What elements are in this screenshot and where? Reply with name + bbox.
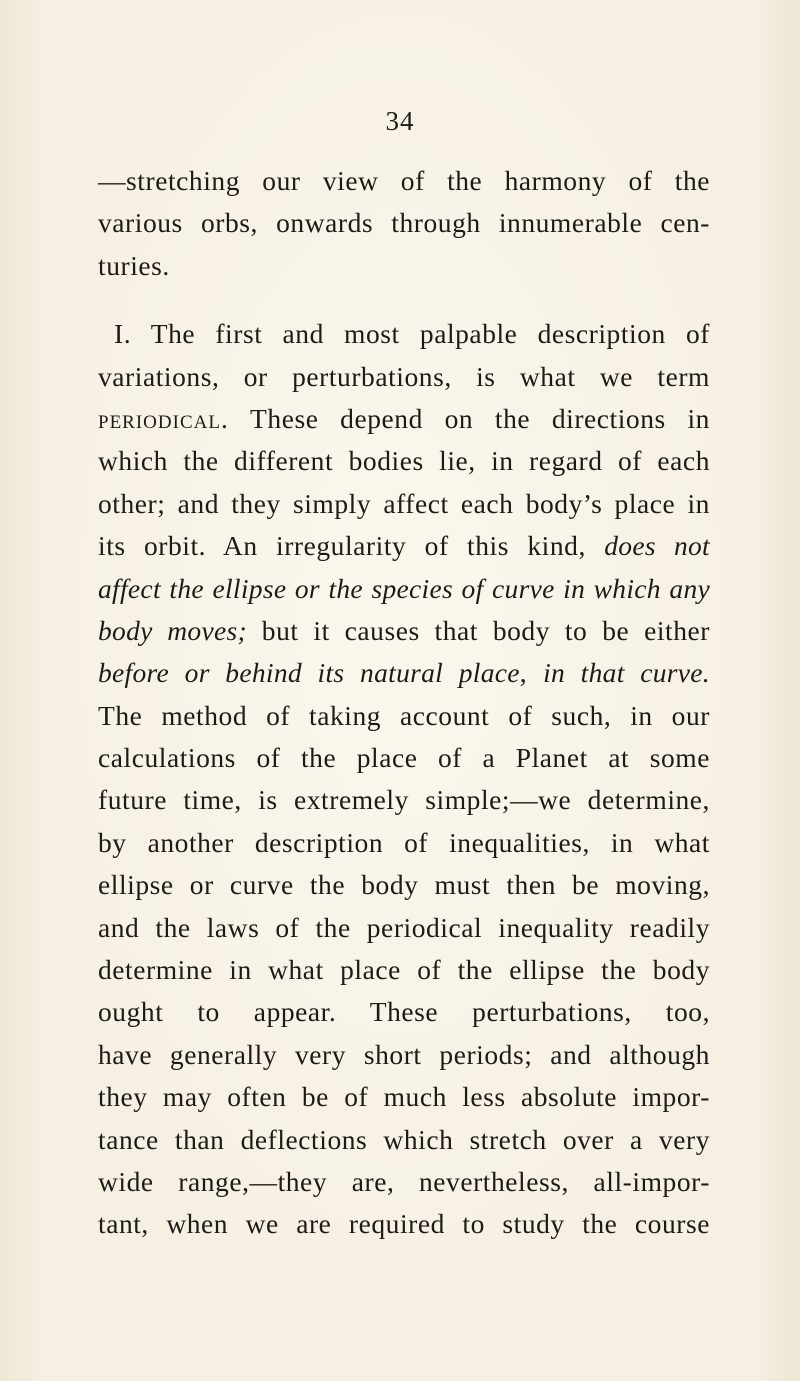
text-line (98, 525, 710, 567)
text-run: but it causes that body to be either (246, 614, 710, 646)
italic-run: in that curve. (543, 657, 710, 689)
text-line: tant, when we are required to study the course (98, 1208, 710, 1240)
body-text (98, 160, 710, 1246)
text-line: future time, is extremely simple;—we determine, (98, 784, 710, 816)
text-line: by another description of inequalities, in what (98, 826, 710, 858)
text-run: , (519, 657, 544, 689)
text-line: have generally very short periods; and although (98, 1038, 710, 1070)
text-run: These depend on the directions in (228, 402, 710, 434)
italic-run: does not (604, 530, 710, 562)
text-line (98, 610, 710, 652)
text-line: various orbs, onwards through innumerable cen- (98, 207, 710, 239)
paragraph-gap (98, 287, 710, 313)
text-line: turies. (98, 249, 170, 281)
text-run: its orbit. An irregularity of this kind, (98, 530, 605, 562)
italic-run: body moves; (98, 614, 247, 646)
text-line: ellipse or curve the body must then be moving, (98, 869, 710, 901)
text-line: The method of taking account of such, in our (98, 699, 710, 731)
text-line: tance than deflections which stretch over a very (98, 1123, 710, 1155)
text-line (98, 652, 710, 694)
text-line: calculations of the place of a Planet at some (98, 742, 710, 774)
text-line (98, 398, 710, 440)
text-line: I. The first and most palpable description of (114, 318, 710, 350)
small-caps-term: periodical. (98, 402, 229, 434)
italic-run: affect the ellipse or the species of curve in which any (98, 572, 710, 604)
text-line: determine in what place of the ellipse the body (98, 954, 710, 986)
text-line (98, 568, 710, 610)
text-line: wide range,—they are, nevertheless, all-impor- (98, 1165, 710, 1197)
text-line: variations, or perturbations, is what we term (98, 360, 710, 392)
text-line: —stretching our view of the harmony of the (98, 165, 710, 196)
text-line: and the laws of the periodical inequality readily (98, 911, 710, 943)
italic-run: before or behind its natural place (98, 657, 520, 689)
text-line: which the different bodies lie, in regard of each (98, 445, 710, 477)
text-line: other; and they simply affect each body’s place in (98, 487, 710, 519)
page-number: 34 (385, 106, 415, 136)
text-line: ought to appear. These perturbations, too, (98, 996, 710, 1028)
text-line: they may often be of much less absolute impor- (98, 1081, 710, 1113)
